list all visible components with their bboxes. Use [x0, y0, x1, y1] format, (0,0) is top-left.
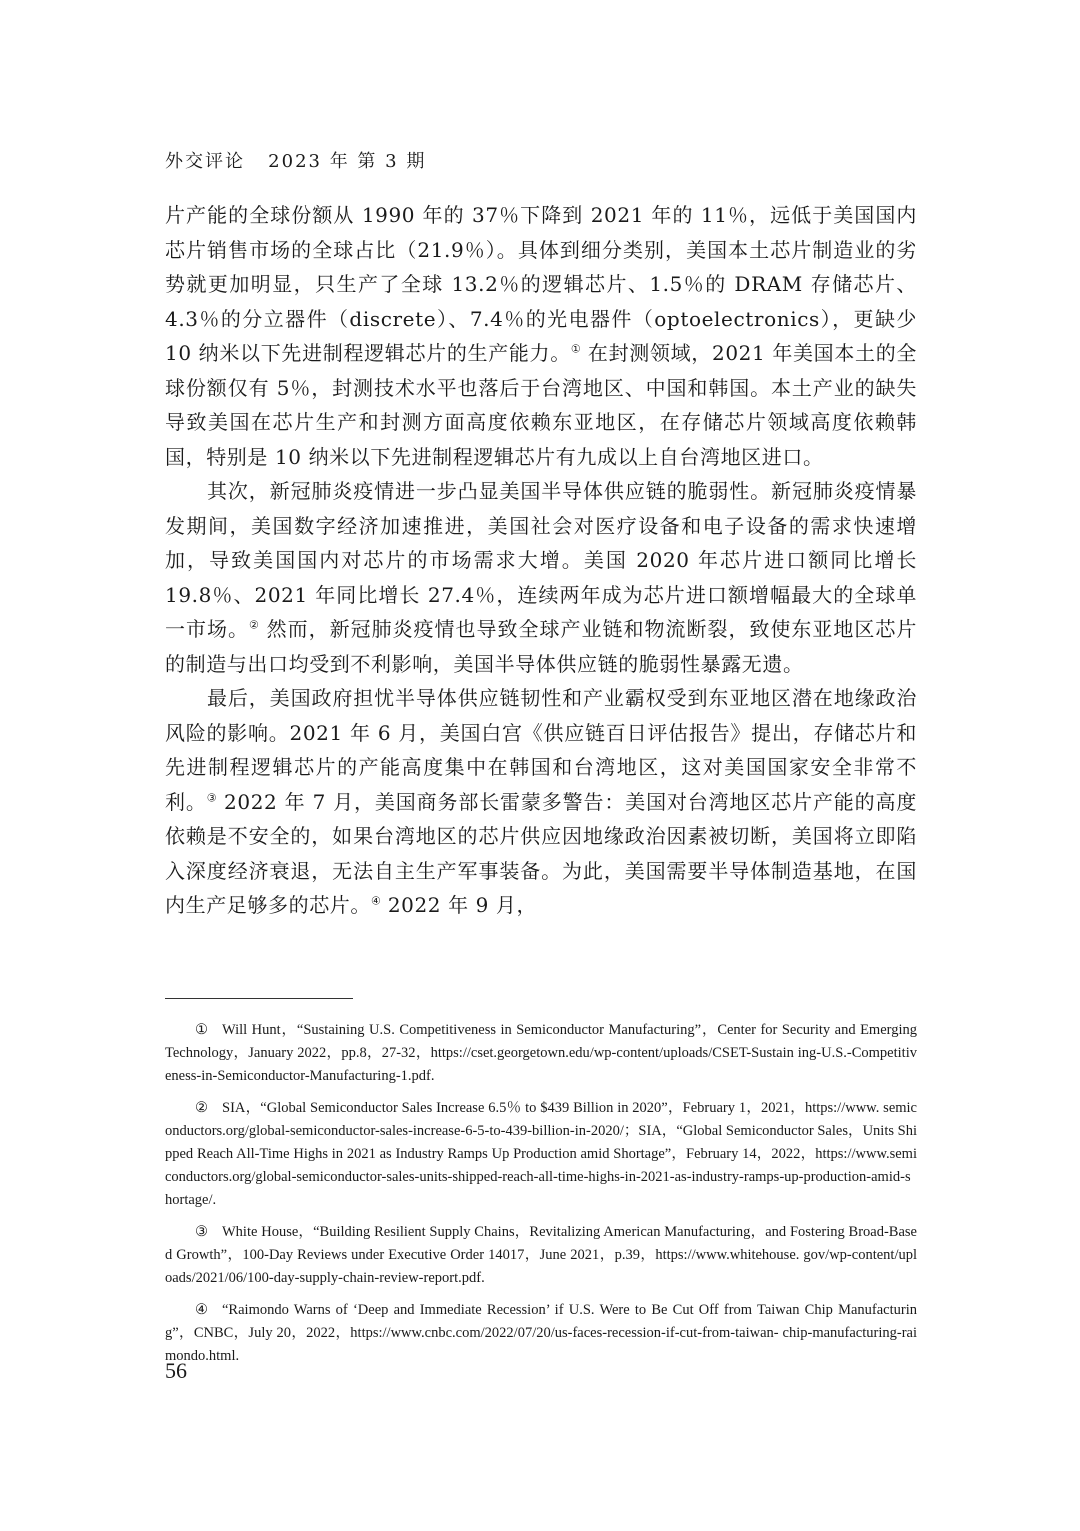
- footnote-reference[interactable]: ③: [206, 790, 217, 804]
- issue-info: 2023 年 第 3 期: [268, 151, 427, 172]
- paragraph-continuation: [165, 198, 917, 474]
- footnote-reference[interactable]: ①: [570, 342, 581, 356]
- footnote-text: Will Hunt，“Sustaining U.S. Competitiveness in Semiconductor Manufacturing”，Center for Security and Emerging Technology，January 2022，pp.8，27-32，https://cset.georgetown.edu/wp-content/uploads/CSET-Sustain ing-U.S.-Competitiveness-in-Semiconductor-Manufacturing-1.pdf.: [165, 1022, 917, 1084]
- paragraph-geopolitical-risk: [165, 681, 917, 923]
- footnote-text: White House，“Building Resilient Supply Chains，Revitalizing American Manufacturing，and Fostering Broad-Based Growth”，100-Day Reviews under Executive Order 14017，June 2021，p.39，https://www.whitehouse. gov/wp-content/uploads/2021/06/100-day-supply-chain-review-report.pdf.: [165, 1224, 917, 1286]
- paragraph-covid-fragility: [165, 474, 917, 681]
- paragraph-text: 在封测领域，2021 年美国本土的全球份额仅有 5％，封测技术水平也落后于台湾地区、中国和韩国。本土产业的缺失导致美国在芯片生产和封测方面高度依赖东亚地区，在存储芯片领域高度依赖韩国，特别是 10 纳米以下先进制程逻辑芯片有九成以上自台湾地区进口。: [165, 341, 918, 469]
- footnote-marker: ④: [195, 1302, 208, 1318]
- footnote-marker: ②: [195, 1100, 208, 1116]
- paragraph-text: 片产能的全球份额从 1990 年的 37％下降到 2021 年的 11％，远低于美国国内芯片销售市场的全球占比（21.9％）。具体到细分类别，美国本土芯片制造业的劣势就更加明显，只生产了全球 13.2％的逻辑芯片、1.5％的 DRAM 存储芯片、4.3％的分立器件（discrete）、7.4％的光电器件（optoelectronics），更缺少 10 纳米以下先进制程逻辑芯片的生产能力。: [165, 203, 917, 365]
- footnote-1: [165, 1019, 917, 1088]
- page-number: 56: [165, 1358, 187, 1383]
- body-text: [165, 198, 917, 923]
- footnote-reference[interactable]: ④: [371, 894, 381, 908]
- journal-title: 外交评论: [165, 151, 245, 172]
- footnotes: [165, 1019, 917, 1377]
- journal-page: [165, 0, 917, 1531]
- paragraph-text: 其次，新冠肺炎疫情进一步凸显美国半导体供应链的脆弱性。新冠肺炎疫情暴发期间，美国数字经济加速推进，美国社会对医疗设备和电子设备的需求快速增加，导致美国国内对芯片的市场需求大增。美国 2020 年芯片进口额同比增长 19.8％、2021 年同比增长 27.4％，连续两年成为芯片进口额增幅最大的全球单一市场。: [165, 479, 917, 641]
- footnote-text: “Raimondo Warns of ‘Deep and Immediate Recession’ if U.S. Were to Be Cut Off from Taiwan Chip Manufacturing”，CNBC，July 20，2022，https://www.cnbc.com/2022/07/20/us-faces-recession-if-cut-from-taiwan- chip-manufacturing-raimondo.html.: [165, 1302, 917, 1364]
- footnote-text: SIA，“Global Semiconductor Sales Increase 6.5％ to $439 Billion in 2020”，February 1，2021，https://www. semiconductors.org/global-semiconductor-sales-increase-6-5-to-439-billion-in-2020/；SIA，“Global Semiconductor Sales，Units Shipped Reach All-Time Highs in 2021 as Industry Ramps Up Production amid Shortage”，February 14，2022，https://www.semiconductors.org/global-semiconductor-sales-units-shipped-reach-all-time-highs-in-2021-as-industry-ramps-up-production-amid-shortage/.: [165, 1100, 917, 1208]
- paragraph-text: 然而，新冠肺炎疫情也导致全球产业链和物流断裂，致使东亚地区芯片的制造与出口均受到不利影响，美国半导体供应链的脆弱性暴露无遗。: [165, 617, 917, 676]
- footnote-reference[interactable]: ②: [248, 618, 260, 632]
- paragraph-text: 最后，美国政府担忧半导体供应链韧性和产业霸权受到东亚地区潜在地缘政治风险的影响。2021 年 6 月，美国白宫《供应链百日评估报告》提出，存储芯片和先进制程逻辑芯片的产能高度集中在韩国和台湾地区，这对美国国家安全非常不利。: [165, 686, 917, 814]
- footnote-3: [165, 1221, 917, 1290]
- footnote-marker: ③: [195, 1224, 208, 1240]
- footnote-marker: ①: [195, 1022, 208, 1038]
- paragraph-text: 2022 年 7 月，美国商务部长雷蒙多警告：美国对台湾地区芯片产能的高度依赖是不安全的，如果台湾地区的芯片供应因地缘政治因素被切断，美国将立即陷入深度经济衰退，无法自主生产军事装备。为此，美国需要半导体制造基地，在国内生产足够多的芯片。: [165, 789, 917, 917]
- footnote-4: [165, 1299, 917, 1368]
- running-header: [165, 147, 426, 173]
- footnote-divider: [165, 998, 353, 999]
- paragraph-text: 2022 年 9 月，: [380, 893, 538, 917]
- footnote-2: [165, 1097, 917, 1212]
